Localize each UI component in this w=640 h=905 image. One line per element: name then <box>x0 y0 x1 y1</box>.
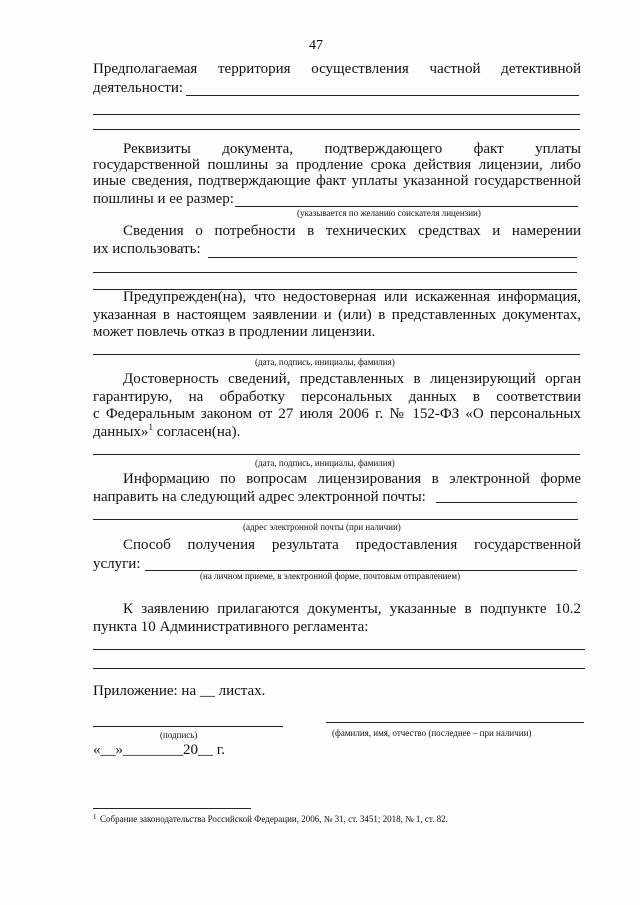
consent-line-2: гарантирую, на обработку персональных данных в соответствии <box>93 389 581 405</box>
signature-line <box>93 726 283 727</box>
payment-line-2: государственной пошлины за продление срока действия лицензии, либо <box>93 157 581 173</box>
warning-line-2: указанная в настоящем заявлении и (или) в представленных документах, <box>93 307 581 323</box>
territory-input-line-1 <box>186 95 579 96</box>
result-line-1: Способ получения результата предоставления государственной <box>123 537 581 553</box>
email-caption: (адрес электронной почты (при наличии) <box>243 522 401 532</box>
appendix-text: Приложение: на __ листах. <box>93 683 266 699</box>
result-caption: (на личном приеме, в электронной форме, почтовым отправлением) <box>200 571 461 581</box>
territory-input-line-3 <box>93 129 580 130</box>
consent-line-4-tail: согласен(на). <box>152 424 241 440</box>
full-name-caption: (фамилия, имя, отчество (последнее – при наличии) <box>332 728 532 738</box>
payment-line-4: пошлины и ее размер: <box>93 191 234 207</box>
technical-input-line-2 <box>93 272 577 273</box>
territory-line-1: Предполагаемая территория осуществления частной детективной <box>93 61 581 77</box>
payment-line-1: Реквизиты документа, подтверждающего факт уплаты <box>123 141 581 157</box>
territory-input-line-2 <box>93 114 580 115</box>
email-line-2: направить на следующий адрес электронной почты: <box>93 489 426 505</box>
consent-line-3: с Федеральным законом от 27 июля 2006 г. № 152-ФЗ «О персональных <box>93 406 581 422</box>
attachments-input-line-2 <box>93 668 585 669</box>
warning-line-3: может повлечь отказ в продлении лицензии. <box>93 324 376 340</box>
footnote-mark: 1 <box>93 813 97 821</box>
attachments-line-1: К заявлению прилагаются документы, указанные в подпункте 10.2 <box>123 601 581 617</box>
date-field: «__»________20__ г. <box>93 742 225 758</box>
footnote-text: Собрание законодательства Российской Федерации, 2006, № 31, ст. 3451; 2018, № 1, ст. 82. <box>100 814 448 824</box>
email-input-line-2 <box>93 519 578 520</box>
payment-caption: (указывается по желанию соискателя лицензии) <box>297 208 481 218</box>
warning-signature-line <box>93 354 580 355</box>
full-name-line <box>326 722 584 723</box>
result-line-2: услуги: <box>93 556 141 572</box>
attachments-line-2: пункта 10 Административного регламента: <box>93 619 369 635</box>
consent-caption: (дата, подпись, инициалы, фамилия) <box>255 458 395 468</box>
consent-signature-line <box>93 454 580 455</box>
technical-line-1: Сведения о потребности в технических средствах и намерении <box>123 223 581 239</box>
technical-input-line-1 <box>208 257 577 258</box>
email-input-line-1 <box>436 502 577 503</box>
attachments-input-line-1 <box>93 649 585 650</box>
footnote-separator <box>93 808 251 809</box>
payment-line-3: иные сведения, подтверждающие факт уплаты указанной государственной <box>93 173 581 189</box>
territory-line-2: деятельности: <box>93 80 184 96</box>
payment-input-line <box>235 206 578 207</box>
warning-line-1: Предупрежден(на), что недостоверная или искаженная информация, <box>123 289 581 305</box>
footnote-ref: 1 <box>148 422 153 432</box>
consent-line-1: Достоверность сведений, представленных в лицензирующий орган <box>123 371 581 387</box>
consent-line-4-text: данных» <box>93 424 149 440</box>
page-number: 47 <box>309 38 323 53</box>
email-line-1: Информацию по вопросам лицензирования в электронной форме <box>123 471 581 487</box>
consent-line-4 <box>93 423 240 442</box>
signature-caption: (подпись) <box>160 730 198 740</box>
technical-line-2: их использовать: <box>93 241 201 257</box>
warning-caption: (дата, подпись, инициалы, фамилия) <box>255 357 395 367</box>
